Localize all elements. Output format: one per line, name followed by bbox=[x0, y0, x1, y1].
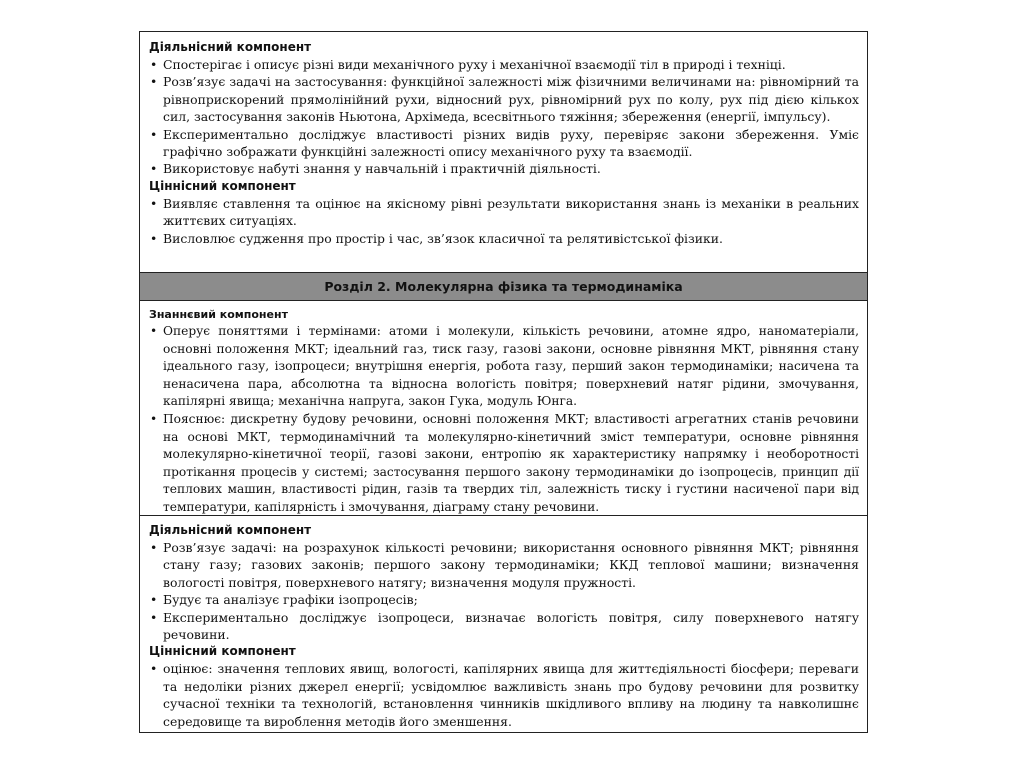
activity-list bbox=[149, 539, 859, 643]
activity-value-competence-cell bbox=[140, 515, 867, 734]
list-item: • Оперує поняттями і термінами: атоми і молекули, кількість речовини, атомне ядро, наноматеріали, основні положення МКТ; ідеальний газ, тиск газу, газові закони, основне рівняння МКТ, рівняння стану ідеального газу, ізопроцеси; внутрішня енергія, робота газу, перший закон термодинаміки; насичена та ненасичена пара, абсолютна та відносна вологість повітря; поверхневий натяг рідини, змочування, капілярні явища; механічна напруга, закон Гука, модуль Юнга. bbox=[149, 323, 859, 411]
section-header bbox=[140, 272, 867, 301]
list-item: • Висловлює судження про простір і час, зв’язок класичної та релятивістської фізики. bbox=[149, 230, 859, 247]
list-item: • Пояснює: дискретну будову речовини, основні положення МКТ; властивості агрегатних станів речовини на основі МКТ, термодинамічний та молекулярно-кінетичний зміст температури, основне рівняння молекулярно-кінетичної теорії, газові закони, ентропію як характеристику напрямку і необоротності протікання процесів у системі; застосування першого закону термодинаміки до ізопроцесів, принцип дії теплових машин, властивості рідин, газів та твердих тіл, залежність тиску і густини насиченої пари від температури, капілярність і змочування, діаграму стану речовини. bbox=[149, 411, 859, 517]
list-item: • Розв’язує задачі на застосування: функційної залежності між фізичними величинами на: рівномірний та рівноприскорений прямолінійний рухи, відносний рух, рівномірний рух по колу, рух під дією кількох сил, застосування законів Ньютона, Архімеда, всесвітнього тяжіння; збереження (енергії, імпульсу). bbox=[149, 73, 859, 125]
value-heading: Ціннісний компонент bbox=[149, 178, 296, 193]
curriculum-table bbox=[139, 31, 868, 733]
list-item: • Використовує набуті знання у навчальній і практичній діяльності. bbox=[149, 160, 859, 177]
knowledge-list bbox=[149, 323, 859, 517]
value-list bbox=[149, 660, 859, 730]
value-heading: Ціннісний компонент bbox=[149, 644, 296, 659]
list-item: • Експериментально досліджує властивості різних видів руху, перевіряє закони збереження. Уміє графічно зображати функційні залежності опису механічного руху та взаємодії. bbox=[149, 126, 859, 161]
activity-heading: Діяльнісний компонент bbox=[149, 523, 312, 537]
list-item: • Виявляє ставлення та оцінює на якісному рівні результати використання знань із механіки в реальних життєвих ситуаціях. bbox=[149, 195, 859, 230]
list-item: • Спостерігає і описує різні види механічного руху і механічної взаємодії тіл в природі і техніці. bbox=[149, 56, 859, 73]
mechanics-competence-cell bbox=[140, 32, 867, 272]
list-item: • оцінює: значення теплових явищ, вологості, капілярних явища для життєдіяльності біосфери; переваги та недоліки різних джерел енергії; усвідомлює важливість знань про будову речовини для розвитку сучасної техніки та технологій, встановлення чинників шкідливого впливу на людину та навколишнє середовище та вироблення методів його зменшення. bbox=[149, 660, 859, 730]
list-item: • Експериментально досліджує ізопроцеси, визначає вологість повітря, силу поверхневого натягу речовини. bbox=[149, 609, 859, 644]
section-title: Розділ 2. Молекулярна фізика та термодинаміка bbox=[324, 279, 683, 294]
knowledge-heading: Знаннєвий компонент bbox=[149, 308, 288, 321]
activity-heading: Діяльнісний компонент bbox=[149, 40, 312, 54]
value-list bbox=[149, 195, 859, 247]
activity-list bbox=[149, 56, 859, 178]
knowledge-competence-cell bbox=[140, 301, 867, 514]
list-item: • Будує та аналізує графіки ізопроцесів; bbox=[149, 591, 859, 608]
list-item: • Розв’язує задачі: на розрахунок кількості речовини; використання основного рівняння МКТ; рівняння стану газу; газових законів; першого закону термодинаміки; ККД теплової машини; визначення вологості повітря, поверхневого натягу; визначення модуля пружності. bbox=[149, 539, 859, 591]
